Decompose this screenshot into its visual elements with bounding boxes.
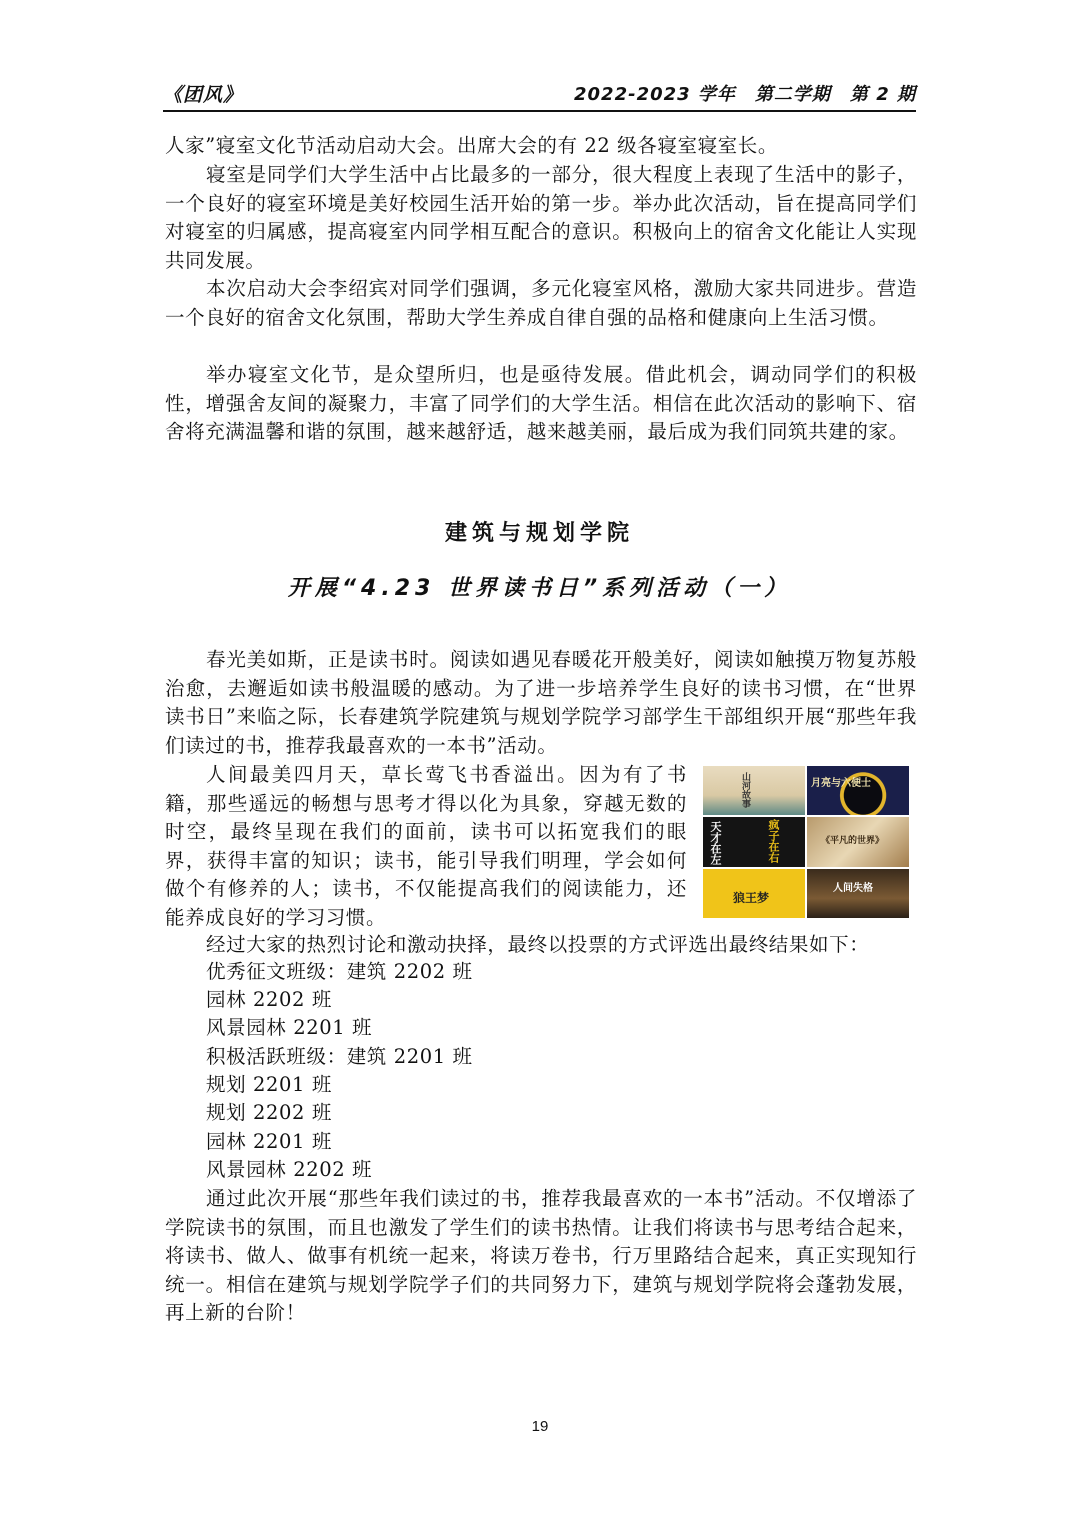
paragraph-dorm-1: 寝室是同学们大学生活中占比最多的一部分，很大程度上表现了生活中的影子，一个良好的寝室环境是美好校园生活开始的第一步。举办此次活动，旨在提高同学们对寝室的归属感，提高寝室内同学相互配合的意识。积极向上的宿舍文化能让人实现共同发展。: [165, 163, 917, 272]
paragraph-reading: 人间最美四月天，草长莺飞书香溢出。因为有了书籍，那些遥远的畅想与思考才得以化为具象，穿越无数的时空，最终呈现在我们的面前，读书可以拓宽我们的眼界，获得丰富的知识；读书，能引导我们明理，学会如何做个有修养的人；读书，不仅能提高我们的阅读能力，还能养成良好的学习习惯。: [165, 763, 687, 929]
paragraph-conclusion: 通过此次开展“那些年我们读过的书，推荐我最喜欢的一本书”活动。不仅增添了学院读书的氛围，而且也激发了学生们的读书热情。让我们将读书与思考结合起来，将读书、做人、做事有机统一起来，将读万卷书，行万里路结合起来，真正实现知行统一。相信在建筑与规划学院学子们的共同努力下，建筑与规划学院将会蓬勃发展，再上新的台阶！: [165, 1187, 917, 1325]
result-item: 风景园林 2201 班: [206, 1016, 373, 1039]
journal-name: 《团风》: [163, 84, 244, 106]
paragraph-dorm-2: 本次启动大会李绍宾对同学们强调，多元化寝室风格，激励大家共同进步。营造一个良好的宿舍文化氛围，帮助大学生养成自律自强的品格和健康向上生活习惯。: [165, 277, 917, 329]
section-heading: 建筑与规划学院: [444, 521, 634, 546]
book-cover: 山河故事: [703, 766, 805, 815]
paragraph-dorm-3: 举办寝室文化节，是众望所归，也是亟待发展。借此机会，调动同学们的积极性，增强舍友间的凝聚力，丰富了同学们的大学生活。相信在此次活动的影响下、宿舍将充满温馨和谐的氛围，越来越舒适，越来越美丽，最后成为我们同筑共建的家。: [165, 363, 917, 444]
result-item: 风景园林 2202 班: [206, 1158, 373, 1181]
article-title: 开展“4.23 世界读书日”系列活动（一）: [287, 576, 792, 601]
book-cover: 《平凡的世界》: [807, 817, 909, 866]
result-item: 规划 2202 班: [206, 1101, 332, 1124]
result-item: 积极活跃班级：建筑 2201 班: [206, 1045, 473, 1068]
continued-paragraph: 人家”寝室文化节活动启动大会。出席大会的有 22 级各寝室寝室长。: [165, 134, 778, 157]
issue-info: 2022-2023 学年 第二学期 第 2 期: [574, 84, 916, 105]
book-cover: 人间失格: [807, 869, 909, 918]
book-cover: 狼王梦: [703, 869, 805, 918]
book-cover: 天才在左 疯子在右: [703, 817, 805, 866]
paragraph-intro: 春光美如斯，正是读书时。阅读如遇见春暖花开般美好，阅读如触摸万物复苏般治愈，去邂逅如读书般温暖的感动。为了进一步培养学生良好的读书习惯，在“世界读书日”来临之际，长春建筑学院建筑与规划学院学习部学生干部组织开展“那些年我们读过的书，推荐我最喜欢的一本书”活动。: [165, 648, 917, 757]
book-covers-image: [703, 766, 909, 920]
page-number: 19: [531, 1418, 549, 1435]
page-header: [163, 76, 916, 112]
result-item: 园林 2201 班: [206, 1130, 332, 1153]
result-item: 园林 2202 班: [206, 988, 332, 1011]
paragraph-vote: 经过大家的热烈讨论和激动抉择，最终以投票的方式评选出最终结果如下：: [206, 933, 870, 956]
book-cover: 月亮与六便士: [807, 766, 909, 815]
result-item: 规划 2201 班: [206, 1073, 332, 1096]
result-item: 优秀征文班级：建筑 2202 班: [206, 960, 473, 983]
